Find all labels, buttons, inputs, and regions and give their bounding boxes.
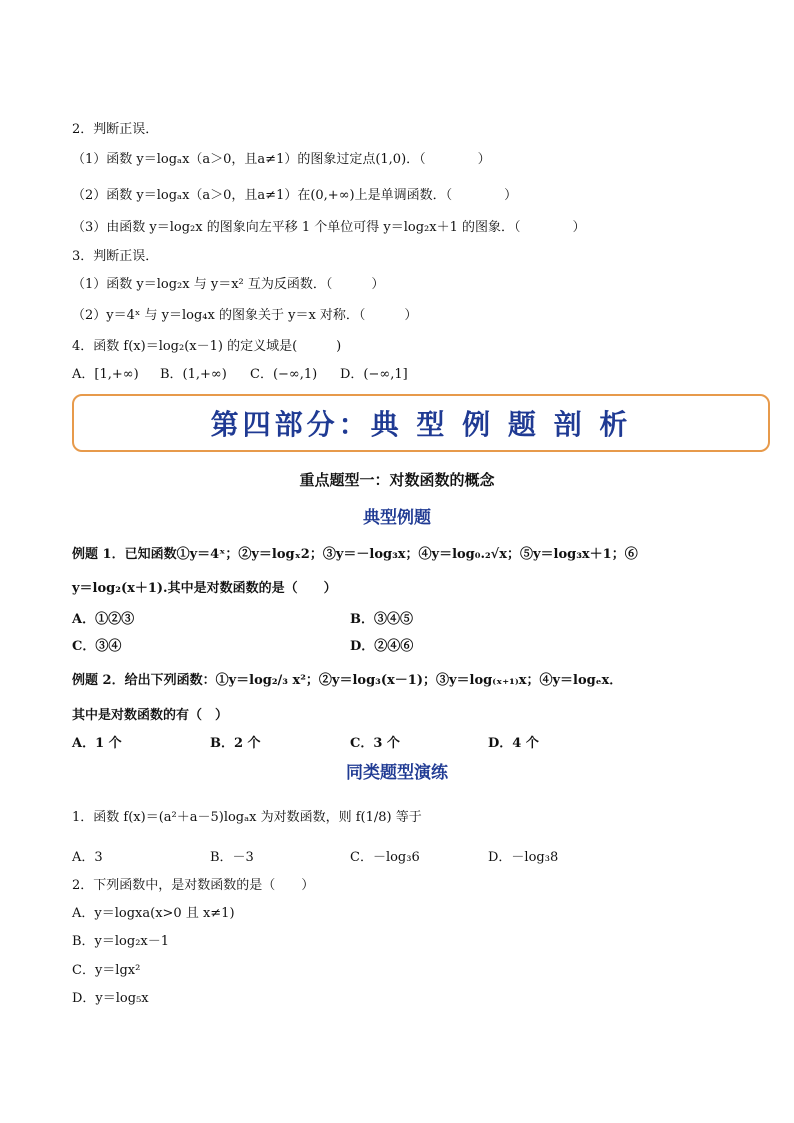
section-title: 重点题型一：对数函数的概念 [299,471,495,489]
example-heading: 典型例题 [363,508,431,528]
p1-stem: 1．函数 f(x)＝(a²＋a－5)logₐx 为对数函数，则 f(1/8) 等于 [72,810,422,825]
ex1-option-b: B．③④⑤ [350,612,413,627]
ex1-option-c: C．③④ [72,639,122,654]
ex2-line-1: 例题 2．给出下列函数：①y＝log₂/₃ x²；②y＝log₃(x－1)；③y＝log₍ₓ₊₁₎x；④y＝logₑx． [72,673,623,688]
p1-option-d: D．－log₃8 [488,850,559,865]
ex1-line-1: 例题 1．已知函数①y＝4ˣ；②y＝logₓ2；③y＝－log₃x；④y＝log₀.₂√x；⑤y＝log₃x＋1；⑥ [72,547,638,562]
q2-title: 2．判断正误． [72,122,159,137]
ex1-option-d: D．②④⑥ [350,639,414,654]
p2-option-a: A．y＝logxa(x>0 且 x≠1) [72,906,235,921]
q3-item-2: （2）y＝4ˣ 与 y＝log₄x 的图象关于 y＝x 对称．（ ） [72,308,418,323]
q4-option-b: B．(1,+∞) [160,367,227,382]
p2-option-c: C．y＝lgx² [72,963,141,978]
q2-item-1: （1）函数 y＝logₐx（a＞0，且a≠1）的图象过定点(1,0)．（ ） [72,152,491,167]
section-banner-text: 第四部分：典 型 例 题 剖 析 [210,408,632,441]
q4-option-c: C．(−∞,1) [250,367,318,382]
p1-option-c: C．－log₃6 [350,850,420,865]
section-banner [72,394,770,452]
p2-option-d: D．y＝log₅x [72,991,149,1006]
q3-title: 3．判断正误． [72,249,159,264]
q4-option-d: D．(−∞,1] [340,367,408,382]
p2-option-b: B．y＝log₂x－1 [72,934,170,949]
ex2-option-c: C．3 个 [350,736,400,751]
ex1-line-2: y＝log₂(x＋1).其中是对数函数的是（ ） [72,581,337,596]
p2-stem: 2．下列函数中，是对数函数的是（ ） [72,878,315,893]
ex2-option-b: B．2 个 [210,736,261,751]
p1-option-a: A．3 [72,850,103,865]
ex2-option-a: A．1 个 [72,736,122,751]
q2-item-2: （2）函数 y＝logₐx（a＞0，且a≠1）在(0,+∞)上是单调函数．（ ） [72,188,518,203]
ex2-option-d: D．4 个 [488,736,539,751]
p1-option-b: B．－3 [210,850,254,865]
ex2-line-2: 其中是对数函数的有（ ） [72,708,229,723]
ex1-option-a: A．①②③ [72,612,135,627]
q3-item-1: （1）函数 y＝log₂x 与 y＝x² 互为反函数．（ ） [72,277,385,292]
q2-item-3: （3）由函数 y＝log₂x 的图象向左平移 1 个单位可得 y＝log₂x＋1 的图象．（ ） [72,220,586,235]
q4-option-a: A．[1,+∞) [72,367,139,382]
practice-heading: 同类题型演练 [346,763,448,783]
q4-stem: 4．函数 f(x)＝log₂(x－1) 的定义域是( ) [72,339,342,354]
